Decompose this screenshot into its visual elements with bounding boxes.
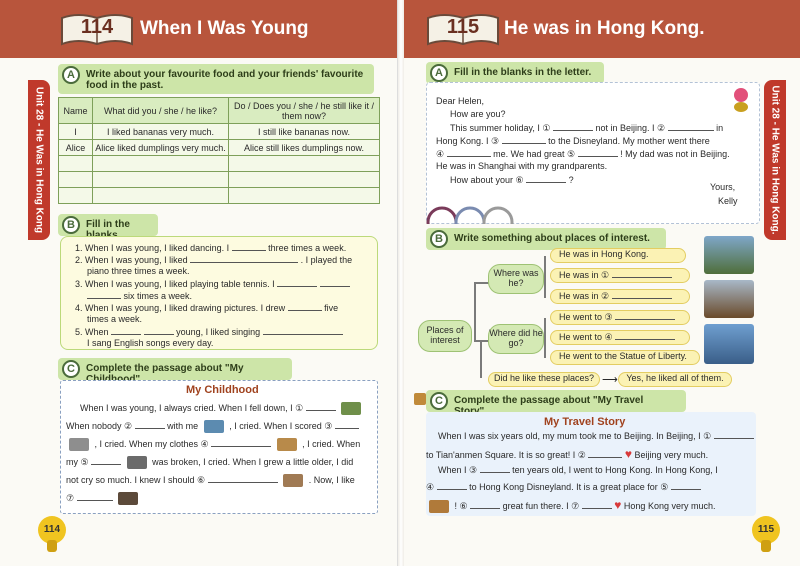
page-right	[404, 0, 800, 566]
letter-line: ④ me. We had great ⑤ ! My dad was not in Beijing.	[436, 149, 730, 159]
section-c-header	[426, 390, 686, 412]
passage-title: My Childhood	[186, 384, 259, 396]
answer-blank[interactable]	[480, 464, 510, 473]
connector-line	[544, 318, 546, 358]
exercise-line: I sang English songs every day.	[87, 338, 214, 348]
exercise-line: 5. When young, I liked singing	[75, 326, 343, 337]
heart-icon: ♥	[624, 447, 633, 461]
score-picture-icon	[69, 438, 89, 451]
table-row[interactable]	[59, 156, 380, 172]
section-b-header	[58, 214, 158, 236]
answer-blank[interactable]	[306, 402, 336, 411]
answer-blank[interactable]	[320, 278, 350, 287]
was-item: He was in ②	[550, 289, 690, 304]
table-cell[interactable]	[59, 188, 93, 204]
answer-blank[interactable]	[288, 302, 322, 311]
arrow-right-icon: ⟶	[602, 374, 618, 386]
answer-blank[interactable]	[437, 481, 467, 490]
answer-node: Yes, he liked all of them.	[618, 372, 732, 387]
playing-picture-icon	[204, 420, 224, 433]
child-picture-icon	[118, 492, 138, 505]
section-instruction: Write something about places of interest.	[454, 233, 650, 244]
unit-title: He was in Hong Kong.	[504, 18, 705, 39]
section-instruction: Complete the passage about "My Travel	[454, 395, 644, 406]
table-cell[interactable]	[229, 188, 380, 204]
table-cell[interactable]	[59, 172, 93, 188]
table-cell: Alice	[59, 140, 93, 156]
passage-title: My Travel Story	[544, 416, 626, 428]
table-row	[59, 140, 380, 156]
section-instruction: Fill in the	[86, 219, 130, 230]
passage-line: to Tian'anmen Square. It is so great! I ② ♥ Beijing very much.	[426, 447, 709, 461]
lightbulb-icon	[761, 540, 771, 552]
column-header: Do / Does you / she / he still like it / them now?	[229, 98, 380, 124]
passage-line: ! ⑥ great fun there. I ⑦ ♥ Hong Kong very much.	[426, 498, 715, 513]
passage-line: ④ to Hong Kong Disneyland. It is a great place for ⑤	[426, 481, 701, 493]
passage-line: ⑦	[66, 492, 141, 505]
answer-blank[interactable]	[470, 500, 500, 509]
table-cell[interactable]	[93, 188, 229, 204]
exercise-line: piano three times a week.	[87, 266, 190, 276]
letter-line: This summer holiday, I ① not in Beijing. I ② in	[450, 123, 724, 133]
exercise-line: six times a week.	[87, 290, 192, 301]
went-item: He went to ④	[550, 330, 690, 345]
passage-line: When I ③ ten years old, I went to Hong Kong. In Hong Kong, I	[438, 465, 718, 475]
section-badge: A	[430, 64, 448, 82]
column-header: What did you / she / he like?	[93, 98, 229, 124]
answer-blank[interactable]	[232, 242, 266, 251]
letter-line: How about your ⑥ ?	[450, 175, 574, 185]
unit-number: 114	[80, 16, 114, 38]
section-instruction: Complete the passage about "My	[86, 363, 244, 374]
answer-blank[interactable]	[335, 420, 359, 429]
food-table	[58, 97, 380, 204]
unit-number: 115	[446, 16, 480, 38]
letter-signature: Kelly	[718, 196, 738, 206]
rings-decoration-icon	[426, 196, 546, 224]
passage-line: my ⑤ was broken, I cried. When I grew a little older, I did	[66, 456, 353, 469]
table-cell[interactable]	[229, 156, 380, 172]
answer-blank[interactable]	[144, 326, 174, 335]
passage-line: not cry so much. I knew I should ⑥ . Now, I like	[66, 474, 355, 487]
section-instruction: Fill in the blanks in the letter.	[454, 67, 592, 78]
answer-blank[interactable]	[87, 290, 121, 299]
section-a-header	[58, 64, 374, 94]
answer-blank[interactable]	[263, 326, 343, 335]
answer-blank[interactable]	[612, 269, 672, 278]
connector-line	[474, 282, 476, 340]
answer-blank[interactable]	[714, 430, 754, 439]
where-was-node: Where was he?	[488, 264, 544, 294]
section-a-header	[426, 62, 604, 84]
landmark-photo	[704, 236, 754, 274]
table-cell[interactable]	[59, 156, 93, 172]
section-badge: C	[62, 360, 80, 378]
passage-line: When I was six years old, my mum took me to Beijing. In Beijing, I ①	[438, 430, 754, 442]
went-item: He went to ③	[550, 310, 690, 325]
page-number: 115	[752, 516, 780, 544]
passage-line: When nobody ② with me , I cried. When I scored ③	[66, 420, 359, 433]
heart-icon: ♥	[614, 498, 622, 512]
exercise-line: 2. When I was young, I liked . I played the	[75, 255, 353, 265]
helping-picture-icon	[283, 474, 303, 487]
where-did-node: Where did he go?	[488, 324, 544, 354]
side-tab	[764, 80, 786, 240]
fireworks-picture-icon	[429, 500, 449, 513]
exercise-line: times a week.	[87, 314, 143, 324]
table-row	[59, 124, 380, 140]
bookmark-icon	[414, 393, 426, 405]
answer-blank[interactable]	[615, 311, 675, 320]
answer-blank[interactable]	[211, 438, 271, 447]
table-cell[interactable]	[229, 172, 380, 188]
side-tab-label: Unit 28 - He Was in Hong Kong.	[769, 85, 781, 235]
letter-line: He was in Shanghai with my grandparents.	[436, 161, 608, 171]
section-c-header	[58, 358, 292, 380]
section-badge: B	[62, 216, 80, 234]
answer-blank[interactable]	[190, 254, 298, 263]
section-badge: B	[430, 230, 448, 248]
fill-blanks-box	[60, 236, 378, 350]
answer-blank[interactable]	[277, 278, 317, 287]
clothes-picture-icon	[277, 438, 297, 451]
answer-blank[interactable]	[77, 492, 113, 501]
table-cell[interactable]	[93, 172, 229, 188]
section-b-header	[426, 228, 666, 250]
section-badge: A	[62, 66, 80, 84]
table-cell: I liked bananas very much.	[93, 124, 229, 140]
fall-picture-icon	[341, 402, 361, 415]
letter-line: How are you?	[450, 109, 506, 119]
lightbulb-icon	[47, 540, 57, 552]
table-row[interactable]	[59, 172, 380, 188]
table-cell: Alice still likes dumplings now.	[229, 140, 380, 156]
column-header: Name	[59, 98, 93, 124]
letter-line: Dear Helen,	[436, 96, 485, 106]
table-cell: I	[59, 124, 93, 140]
passage-line: , I cried. When my clothes ④ , I cried. When	[66, 438, 360, 451]
letter-line: Hong Kong. I ③ to the Disneyland. My mother went there	[436, 136, 710, 146]
passage-line: When I was young, I always cried. When I fell down, I ①	[80, 402, 364, 415]
was-item: He was in Hong Kong.	[550, 248, 686, 263]
side-tab	[28, 80, 50, 240]
went-item: He went to the Statue of Liberty.	[550, 350, 700, 365]
exercise-line: 1. When I was young, I liked dancing. I three times a week.	[75, 243, 347, 253]
answer-blank[interactable]	[553, 122, 593, 131]
table-cell: I still like bananas now.	[229, 124, 380, 140]
answer-blank[interactable]	[208, 474, 278, 483]
connector-line	[544, 256, 546, 298]
answer-blank[interactable]	[111, 326, 141, 335]
section-instruction: Write about your favourite food and your friends' favourite	[86, 69, 364, 80]
root-node: Places of interest	[418, 320, 472, 352]
page-left	[0, 0, 398, 566]
answer-blank[interactable]	[582, 500, 612, 509]
table-row[interactable]	[59, 188, 380, 204]
answer-blank[interactable]	[588, 449, 622, 458]
exercise-line: 4. When I was young, I liked drawing pictures. I drew five	[75, 303, 339, 313]
unit-title: When I Was Young	[140, 18, 309, 39]
answer-blank[interactable]	[447, 148, 491, 157]
question-node: Did he like these places?	[488, 372, 600, 387]
connector-line	[480, 342, 482, 378]
flower-icon	[734, 88, 748, 102]
answer-blank[interactable]	[135, 420, 165, 429]
answer-blank[interactable]	[526, 174, 566, 183]
section-instruction: food in the past.	[86, 80, 164, 91]
table-header-row	[59, 98, 380, 124]
answer-blank[interactable]	[612, 290, 672, 299]
statue-of-liberty-photo	[704, 324, 754, 364]
answer-blank[interactable]	[91, 456, 121, 465]
answer-blank[interactable]	[502, 135, 546, 144]
answer-blank[interactable]	[615, 331, 675, 340]
answer-blank[interactable]	[671, 481, 701, 490]
flower-icon	[734, 102, 748, 112]
table-cell: Alice liked dumplings very much.	[93, 140, 229, 156]
section-badge: C	[430, 392, 448, 410]
answer-blank[interactable]	[668, 122, 714, 131]
was-item: He was in ①	[550, 268, 690, 283]
answer-blank[interactable]	[578, 148, 618, 157]
table-cell[interactable]	[93, 156, 229, 172]
page-number: 114	[38, 516, 66, 544]
side-tab-label: Unit 28 - He Was in Hong Kong	[33, 86, 45, 234]
landmark-photo	[704, 280, 754, 318]
toy-picture-icon	[127, 456, 147, 469]
exercise-line: 3. When I was young, I liked playing table tennis. I	[75, 278, 350, 289]
letter-closing: Yours,	[710, 182, 736, 192]
